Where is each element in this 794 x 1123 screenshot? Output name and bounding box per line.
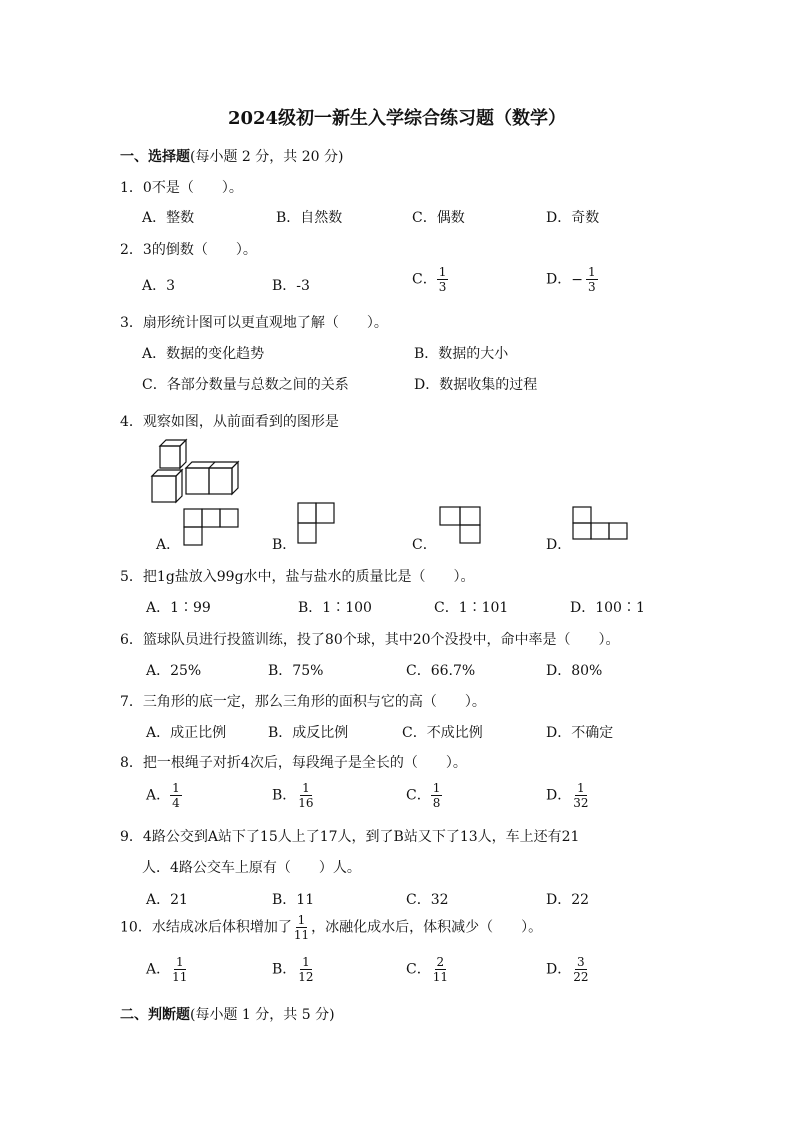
- cube-stack-figure: [150, 438, 242, 504]
- q10-option-b-prefix: B．: [272, 961, 297, 978]
- question-4: 4．观察如图，从前面看到的图形是: [120, 414, 339, 430]
- question-9-line-2: 人．4路公交车上原有（ ）人。: [142, 860, 361, 876]
- fraction: [431, 782, 443, 809]
- q10-option-a-prefix: A．: [146, 961, 171, 978]
- fraction: [292, 914, 311, 941]
- q1-option-a: A．整数: [142, 210, 195, 226]
- numerator: 1: [587, 265, 596, 279]
- q1-option-d: D．奇数: [546, 210, 600, 226]
- q9-option-c: C．32: [406, 892, 449, 908]
- numerator: 1: [302, 955, 310, 969]
- fraction: [571, 782, 590, 809]
- section-1-heading: [120, 146, 343, 166]
- denominator: 22: [573, 970, 589, 984]
- q5-option-c: C．1∶101: [434, 600, 509, 616]
- q8-option-b-prefix: B．: [272, 787, 297, 804]
- q2-option-a: A．3: [142, 278, 176, 294]
- denominator: 3: [587, 280, 596, 294]
- q7-option-d: D．不确定: [546, 725, 614, 741]
- q2-option-d-prefix: D．: [546, 271, 572, 288]
- q2-option-c-prefix: C．: [412, 271, 437, 288]
- question-1: 1．0不是（ ）。: [120, 180, 243, 196]
- question-2: 2．3的倒数（ ）。: [120, 242, 257, 258]
- q10-option-a: [146, 956, 189, 983]
- q5-option-b: B．1∶100: [298, 600, 372, 616]
- numerator: 1: [438, 265, 447, 279]
- denominator: 8: [432, 796, 441, 810]
- q9-option-b: B．11: [272, 892, 315, 908]
- numerator: 3: [577, 955, 585, 969]
- q6-option-a: A．25%: [146, 663, 202, 679]
- q4-option-c-figure: [438, 505, 482, 547]
- q6-option-c: C．66.7%: [406, 663, 476, 679]
- fraction: [170, 956, 189, 983]
- question-10-text-after: ，冰融化成水后，体积减少（ ）。: [311, 919, 543, 936]
- q3-option-d: D．数据收集的过程: [414, 377, 538, 393]
- section-2-note: (每小题 1 分，共 5 分): [190, 1007, 335, 1023]
- question-9-line-1: 9．4路公交到A站下了15人上了17人，到了B站又下了13人，车上还有21: [120, 829, 580, 845]
- q7-option-a: A．成正比例: [146, 725, 227, 741]
- q8-option-b: [272, 782, 316, 809]
- q9-option-a: A．21: [146, 892, 188, 908]
- question-6: 6．篮球队员进行投篮训练，投了80个球，其中20个没投中，命中率是（ ）。: [120, 632, 620, 648]
- q6-option-b: B．75%: [268, 663, 324, 679]
- section-1-label: 一、选择题: [120, 149, 190, 165]
- q9-option-d: D．22: [546, 892, 590, 908]
- q4-option-b-figure: [296, 501, 338, 547]
- fraction: [296, 782, 315, 809]
- fraction: [296, 956, 315, 983]
- denominator: 3: [438, 280, 447, 294]
- question-10: [120, 914, 542, 941]
- q4-option-b: B．: [272, 537, 297, 553]
- question-7: 7．三角形的底一定，那么三角形的面积与它的高（ ）。: [120, 694, 486, 710]
- q4-option-d-figure: [571, 505, 629, 543]
- q6-option-d: D．80%: [546, 663, 603, 679]
- q1-option-b: B．自然数: [276, 210, 343, 226]
- minus-sign: −: [571, 271, 583, 288]
- q7-option-c: C．不成比例: [402, 725, 483, 741]
- denominator: 4: [172, 796, 180, 810]
- question-8: 8．把一根绳子对折4次后，每段绳子是全长的（ ）。: [120, 755, 467, 771]
- numerator: 2: [436, 955, 445, 969]
- question-5: 5．把1g盐放入99g水中，盐与盐水的质量比是（ ）。: [120, 569, 475, 585]
- q10-option-d-prefix: D．: [546, 961, 572, 978]
- denominator: 11: [293, 928, 310, 942]
- section-2-heading: [120, 1004, 335, 1024]
- q8-option-c: [406, 782, 442, 809]
- q8-option-a: [146, 782, 182, 809]
- denominator: 12: [298, 970, 314, 984]
- question-3: 3．扇形统计图可以更直观地了解（ ）。: [120, 315, 388, 331]
- q10-option-c: [406, 956, 450, 983]
- q5-option-a: A．1∶99: [146, 600, 211, 616]
- question-10-text-before: 10．水结成冰后体积增加了: [120, 919, 292, 936]
- fraction: [431, 956, 450, 983]
- q10-option-c-prefix: C．: [406, 961, 431, 978]
- page-title: 2024级初一新生入学综合练习题（数学）: [227, 108, 567, 129]
- q7-option-b: B．成反比例: [268, 725, 349, 741]
- denominator: 11: [172, 970, 188, 984]
- section-2-label: 二、判断题: [120, 1007, 190, 1023]
- numerator: 1: [432, 781, 441, 795]
- q4-option-c: C．: [412, 537, 437, 553]
- numerator: 1: [577, 781, 585, 795]
- q3-option-a: A．数据的变化趋势: [142, 346, 265, 362]
- numerator: 1: [175, 955, 184, 969]
- q10-option-b: [272, 956, 316, 983]
- q2-option-b: B．-3: [272, 278, 310, 294]
- numerator: 1: [172, 781, 180, 795]
- q4-option-a-figure: [182, 507, 240, 547]
- fraction: [170, 782, 182, 809]
- q3-option-b: B．数据的大小: [414, 346, 509, 362]
- q4-option-d: D．: [546, 537, 572, 553]
- q4-option-a: A．: [156, 537, 181, 553]
- numerator: 1: [297, 913, 306, 927]
- denominator: 16: [298, 796, 314, 810]
- q2-option-d: [546, 266, 598, 293]
- fraction: [437, 266, 449, 293]
- q8-option-d: [546, 782, 591, 809]
- q8-option-c-prefix: C．: [406, 787, 431, 804]
- q3-option-c: C．各部分数量与总数之间的关系: [142, 377, 349, 393]
- denominator: 11: [432, 970, 448, 984]
- q10-option-d: [546, 956, 591, 983]
- q5-option-d: D．100∶1: [570, 600, 645, 616]
- q2-option-c: [412, 266, 448, 293]
- q1-option-c: C．偶数: [412, 210, 465, 226]
- q8-option-a-prefix: A．: [146, 787, 171, 804]
- fraction: [571, 956, 590, 983]
- fraction: [586, 266, 598, 293]
- section-1-note: (每小题 2 分，共 20 分): [190, 149, 344, 165]
- denominator: 32: [573, 796, 589, 810]
- numerator: 1: [302, 781, 310, 795]
- q8-option-d-prefix: D．: [546, 787, 572, 804]
